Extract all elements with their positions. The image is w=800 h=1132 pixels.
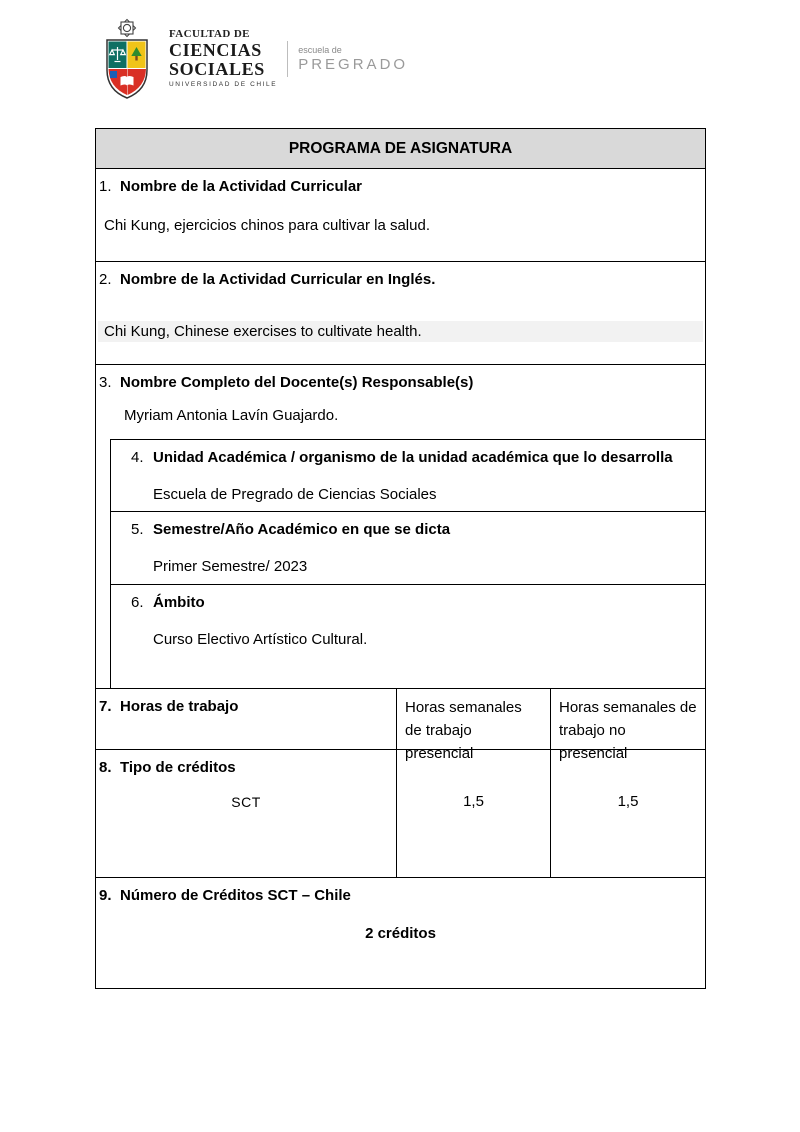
credit-system-value: SCT [231,794,261,810]
horas-label-cell [96,689,396,749]
field-nombre-actividad-ingles [96,262,705,365]
field-value-highlighted: Chi Kung, Chinese exercises to cultivate health. [98,321,703,342]
field-tipo-de-creditos [96,750,705,878]
school-prefix: escuela de [298,45,342,56]
horas-presencial-header: Horas semanales de trabajo presencial [396,689,550,749]
university-crest-icon [95,16,159,102]
field-label: Semestre/Año Académico en que se dicta [153,521,451,538]
field-number: 5. [131,521,144,538]
field-value: 2 créditos [365,925,436,942]
horas-presencial-value: 1,5 [396,750,550,877]
field-number: 8. [99,759,112,776]
field-value: Escuela de Pregrado de Ciencias Sociales [153,486,437,503]
field-value: Myriam Antonia Lavín Guajardo. [124,407,339,424]
logo-divider [287,41,288,77]
field-horas-de-trabajo [96,689,705,762]
tipo-creditos-cell [96,750,396,877]
field-label: Nombre de la Actividad Curricular [120,178,363,195]
faculty-line2: CIENCIAS [169,39,262,60]
field-label: Horas de trabajo [120,698,239,715]
field-label-line [111,585,705,611]
university-name: UNIVERSIDAD DE CHILE [169,80,278,88]
field-label: Nombre de la Actividad Curricular en Inglés. [120,271,436,288]
field-value: Primer Semestre/ 2023 [153,558,308,575]
field-label-line [96,262,705,288]
field-value: Curso Electivo Artístico Cultural. [153,631,368,648]
field-label-line [111,440,705,466]
field-number: 3. [99,374,112,391]
field-label: Tipo de créditos [120,759,236,776]
field-number: 2. [99,271,112,288]
field-ambito [111,585,705,687]
field-unidad-academica [111,440,705,512]
field-number: 1. [99,178,112,195]
university-logo [95,16,408,102]
field-label-line [96,878,705,904]
field-label-line [96,169,705,195]
horas-no-presencial-value: 1,5 [550,750,705,877]
field-value: Chi Kung, ejercicios chinos para cultivar la salud. [104,217,430,234]
school-wordmark [298,45,408,73]
field-label: Número de Créditos SCT – Chile [120,887,351,904]
field-docente-responsable [96,365,705,439]
field-number: 7. [99,698,112,715]
field-numero-creditos-sct [96,878,705,988]
field-label-line [96,689,396,715]
field-label-line [96,750,396,776]
field-label: Ámbito [153,594,205,611]
faculty-wordmark [169,29,277,88]
field-label-line [96,365,705,391]
field-semestre-academico [111,512,705,585]
field-number: 6. [131,594,144,611]
field-number: 4. [131,449,144,466]
field-label-line [111,512,705,538]
field-label: Unidad Académica / organismo de la unidad académica que lo desarrolla [153,449,673,466]
syllabus-table [95,128,706,989]
field-number: 9. [99,887,112,904]
faculty-line1: FACULTAD DE [169,28,250,41]
nested-fields-inner [110,439,705,688]
nested-fields-block [96,439,705,689]
faculty-line3: SOCIALES [169,58,265,79]
field-label: Nombre Completo del Docente(s) Responsable(s) [120,374,474,391]
table-title: PROGRAMA DE ASIGNATURA [96,129,705,169]
horas-no-presencial-header: Horas semanales de trabajo no presencial [550,689,705,749]
school-name: PREGRADO [298,55,409,73]
field-nombre-actividad-curricular [96,169,705,262]
